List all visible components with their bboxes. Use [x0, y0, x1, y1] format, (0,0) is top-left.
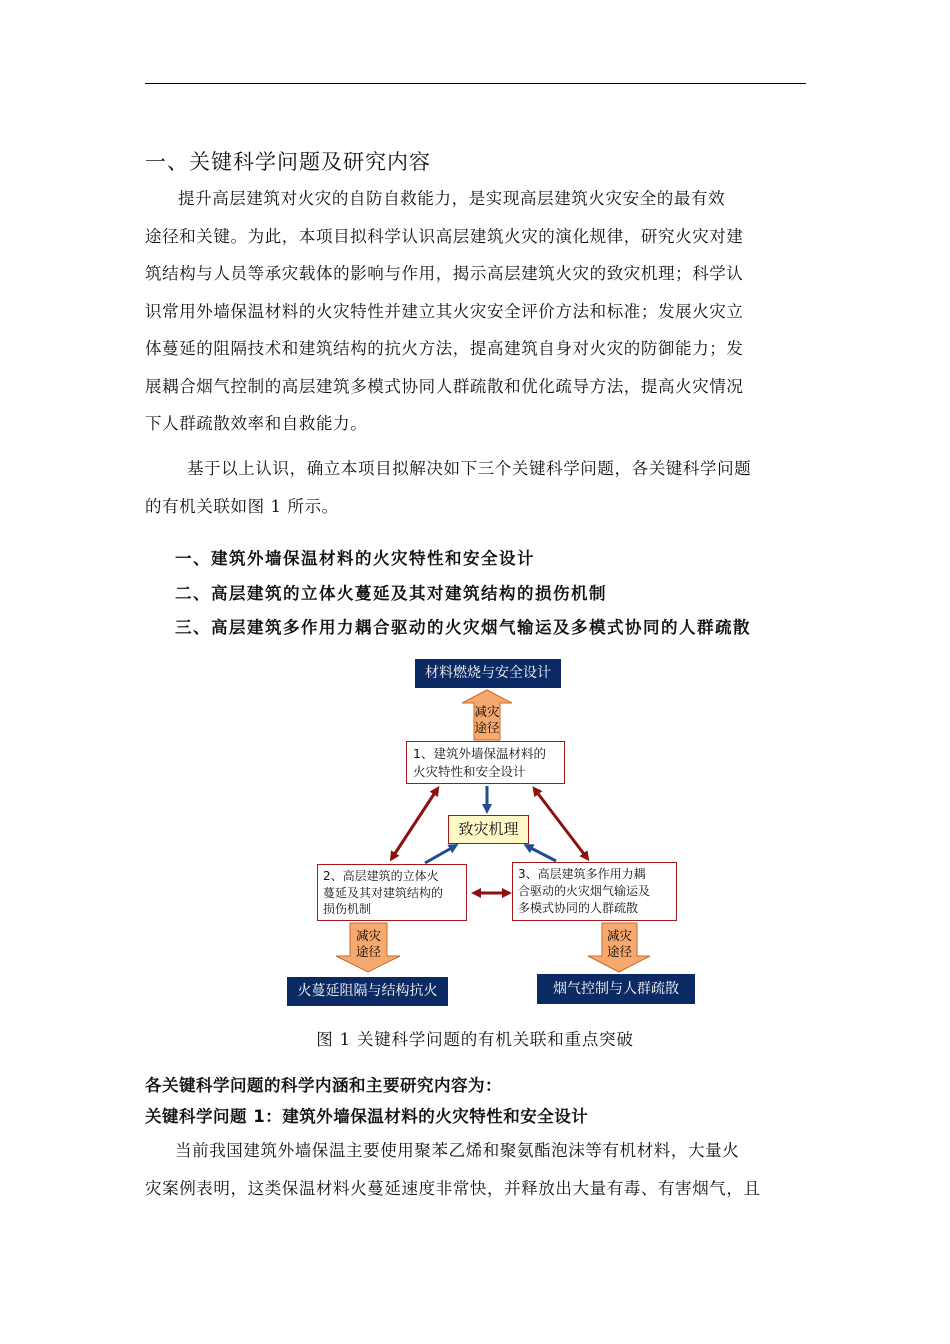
node-2-box: [317, 864, 467, 921]
basis-line: 的有机关联如图 1 所示。: [145, 496, 339, 516]
mitigation-label-left: [350, 928, 387, 960]
node-1-box: [406, 741, 565, 784]
section-intro: 各关键科学问题的科学内涵和主要研究内容为：: [145, 1076, 502, 1095]
disaster-mechanism-box: 致灾机理: [448, 815, 529, 844]
mitigation-label-top: [469, 704, 505, 736]
mitigation-label-right: [601, 928, 638, 960]
mitigation-label-line: 减灾: [474, 704, 500, 719]
question-1: 一、建筑外墙保温材料的火灾特性和安全设计: [175, 549, 535, 568]
smoke-evacuation-box: 烟气控制与人群疏散: [537, 974, 695, 1004]
question-2: 二、高层建筑的立体火蔓延及其对建筑结构的损伤机制: [175, 584, 607, 603]
mitigation-label-line: 减灾: [355, 928, 381, 943]
fire-barrier-box: 火蔓延阻隔与结构抗火: [287, 977, 448, 1006]
arrow-node3-center: [527, 846, 556, 861]
section-title: 一、关键科学问题及研究内容: [145, 150, 431, 174]
q1-heading: 关键科学问题 1：建筑外墙保温材料的火灾特性和安全设计: [145, 1107, 589, 1126]
node-1-line: 1、建筑外墙保温材料的: [413, 746, 546, 761]
node-2-line: 损伤机制: [323, 902, 372, 916]
arrow-node2-center: [425, 846, 455, 863]
intro-line: 下人群疏散效率和自救能力。: [145, 414, 368, 433]
mitigation-label-line: 途径: [355, 944, 381, 959]
node-3-line: 3、高层建筑多作用力耦: [518, 867, 646, 881]
node-3-box: [512, 862, 677, 921]
mitigation-label-line: 途径: [606, 944, 632, 959]
figure-caption: 图 1 关键科学问题的有机关联和重点突破: [316, 1030, 634, 1049]
intro-line: 提升高层建筑对火灾的自防自救能力，是实现高层建筑火灾安全的最有效: [178, 189, 726, 208]
arrow-node1-node3: [536, 791, 587, 858]
arrow-node1-node2: [392, 791, 436, 858]
q1-paragraph: [145, 1132, 806, 1207]
node-2-line: 2、高层建筑的立体火: [323, 869, 439, 883]
basis-line: 基于以上认识，确立本项目拟解决如下三个关键科学问题，各关键科学问题: [187, 459, 752, 478]
node-2-line: 蔓延及其对建筑结构的: [323, 885, 444, 900]
node-3-line: 多模式协同的人群疏散: [518, 901, 639, 915]
material-safety-box: 材料燃烧与安全设计: [415, 659, 561, 688]
intro-line: 筑结构与人员等承灾载体的影响与作用，揭示高层建筑火灾的致灾机理；科学认: [145, 264, 744, 283]
mitigation-label-line: 减灾: [606, 928, 632, 943]
mitigation-label-line: 途径: [474, 720, 500, 735]
node-3-line: 合驱动的火灾烟气输运及: [518, 884, 651, 898]
intro-line: 识常用外墙保温材料的火灾特性并建立其火灾安全评价方法和标准；发展火灾立: [145, 301, 744, 321]
intro-line: 途径和关键。为此，本项目拟科学认识高层建筑火灾的演化规律，研究火灾对建: [145, 226, 744, 246]
node-1-line: 火灾特性和安全设计: [413, 764, 526, 779]
q1-line: 灾案例表明，这类保温材料火蔓延速度非常快，并释放出大量有毒、有害烟气，且: [145, 1178, 761, 1198]
question-3: 三、高层建筑多作用力耦合驱动的火灾烟气输运及多模式协同的人群疏散: [175, 618, 751, 637]
intro-line: 展耦合烟气控制的高层建筑多模式协同人群疏散和优化疏导方法，提高火灾情况: [145, 376, 744, 396]
intro-line: 体蔓延的阻隔技术和建筑结构的抗火方法，提高建筑自身对火灾的防御能力；发: [145, 339, 744, 358]
q1-line: 当前我国建筑外墙保温主要使用聚苯乙烯和聚氨酯泡沫等有机材料，大量火: [175, 1141, 740, 1160]
